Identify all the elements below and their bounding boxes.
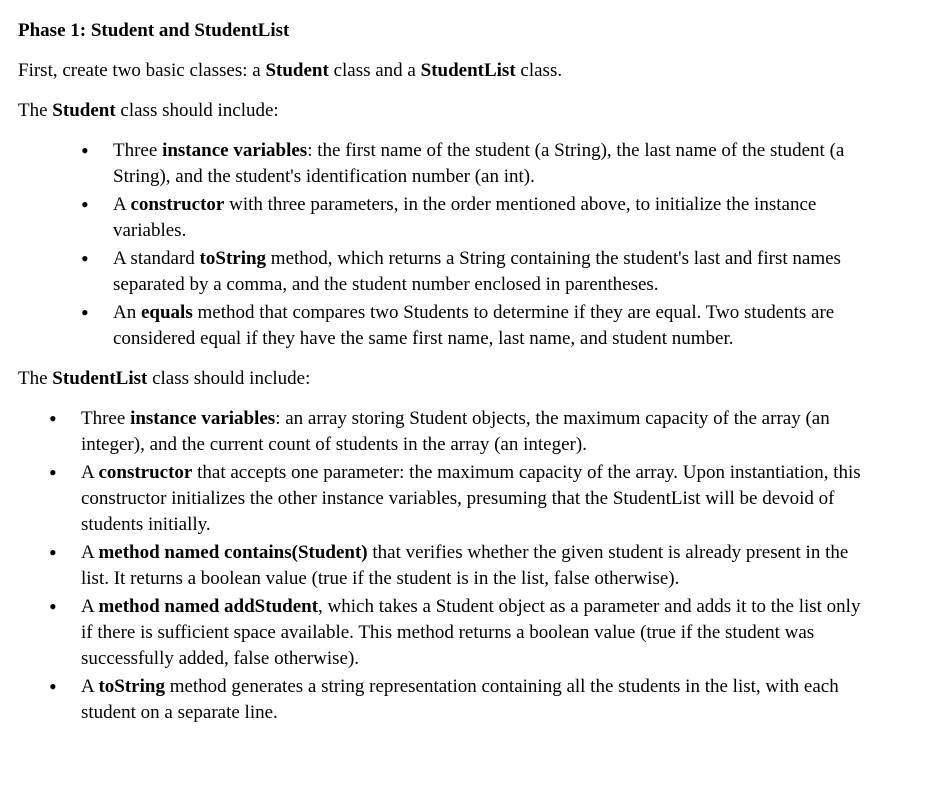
list-item	[81, 460, 871, 538]
item-text-bold: instance variables	[130, 408, 276, 429]
list-item	[81, 540, 871, 592]
item-text-bold: method named addStudent	[98, 596, 319, 617]
item-text-post: that accepts one parameter: the maximum capacity of the array. Upon instantiation, this constructor initializes the other instance variables, presuming that the StudentList will be devoid of students initially.	[81, 462, 861, 535]
intro-student-bold: Student	[265, 60, 329, 81]
item-text-pre: A	[81, 676, 99, 697]
list-item	[81, 594, 871, 672]
item-text-pre: A	[113, 194, 131, 215]
item-text-post: : an array storing Student objects, the maximum capacity of the array (an integer), and the current count of students in the array (an integer).	[81, 408, 830, 455]
student-heading-post: class should include:	[115, 100, 279, 121]
item-text-bold: instance variables	[162, 140, 308, 161]
list-item	[113, 192, 848, 244]
list-item	[113, 246, 848, 298]
studentlist-heading-pre: The	[18, 368, 53, 389]
item-text-post: with three parameters, in the order mentioned above, to initialize the instance variables.	[113, 194, 817, 241]
item-text-post: , which takes a Student object as a parameter and adds it to the list only if there is sufficient space available. This method returns a boolean value (true if the student was successfully added, false otherwise).	[81, 596, 861, 669]
student-section-heading	[18, 98, 918, 124]
item-text-pre: A	[81, 462, 99, 483]
intro-text-pre: First, create two basic classes: a	[18, 60, 266, 81]
item-text-pre: A	[81, 596, 99, 617]
studentlist-requirements-list	[18, 406, 871, 726]
list-item	[113, 138, 848, 190]
item-text-pre: Three	[81, 408, 131, 429]
item-text-bold: toString	[199, 248, 267, 269]
item-text-post: : the first name of the student (a String), the last name of the student (a String), and the student's identification number (an int).	[113, 140, 845, 187]
item-text-pre: Three	[113, 140, 163, 161]
item-text-post: that verifies whether the given student is already present in the list. It returns a boolean value (true if the student is in the list, false otherwise).	[81, 542, 849, 589]
studentlist-heading-bold: StudentList	[52, 368, 148, 389]
item-text-pre: A standard	[113, 248, 200, 269]
item-text-bold: equals	[140, 302, 193, 323]
item-text-pre: A	[81, 542, 99, 563]
studentlist-heading-post: class should include:	[147, 368, 311, 389]
list-item	[81, 406, 871, 458]
intro-text-mid: class and a	[328, 60, 421, 81]
item-text-post: method generates a string representation containing all the students in the list, with each student on a separate line.	[81, 676, 839, 723]
intro-paragraph	[18, 58, 918, 84]
intro-studentlist-bold: StudentList	[420, 60, 516, 81]
list-item	[81, 674, 871, 726]
list-item	[113, 300, 848, 352]
item-text-post: method, which returns a String containing the student's last and first names separated by a comma, and the student number enclosed in parentheses.	[113, 248, 841, 295]
item-text-pre: An	[113, 302, 141, 323]
item-text-post: method that compares two Students to determine if they are equal. Two students are considered equal if they have the same first name, last name, and student number.	[113, 302, 835, 349]
item-text-bold: toString	[98, 676, 165, 697]
item-text-bold: method named contains(Student)	[98, 542, 368, 563]
document-page	[18, 18, 918, 740]
student-heading-bold: Student	[52, 100, 116, 121]
item-text-bold: constructor	[98, 462, 193, 483]
phase-heading: Phase 1: Student and StudentList	[18, 20, 290, 41]
intro-text-post: class.	[515, 60, 563, 81]
student-requirements-list	[18, 138, 848, 352]
student-heading-pre: The	[18, 100, 53, 121]
item-text-bold: constructor	[130, 194, 225, 215]
studentlist-section-heading	[18, 366, 918, 392]
